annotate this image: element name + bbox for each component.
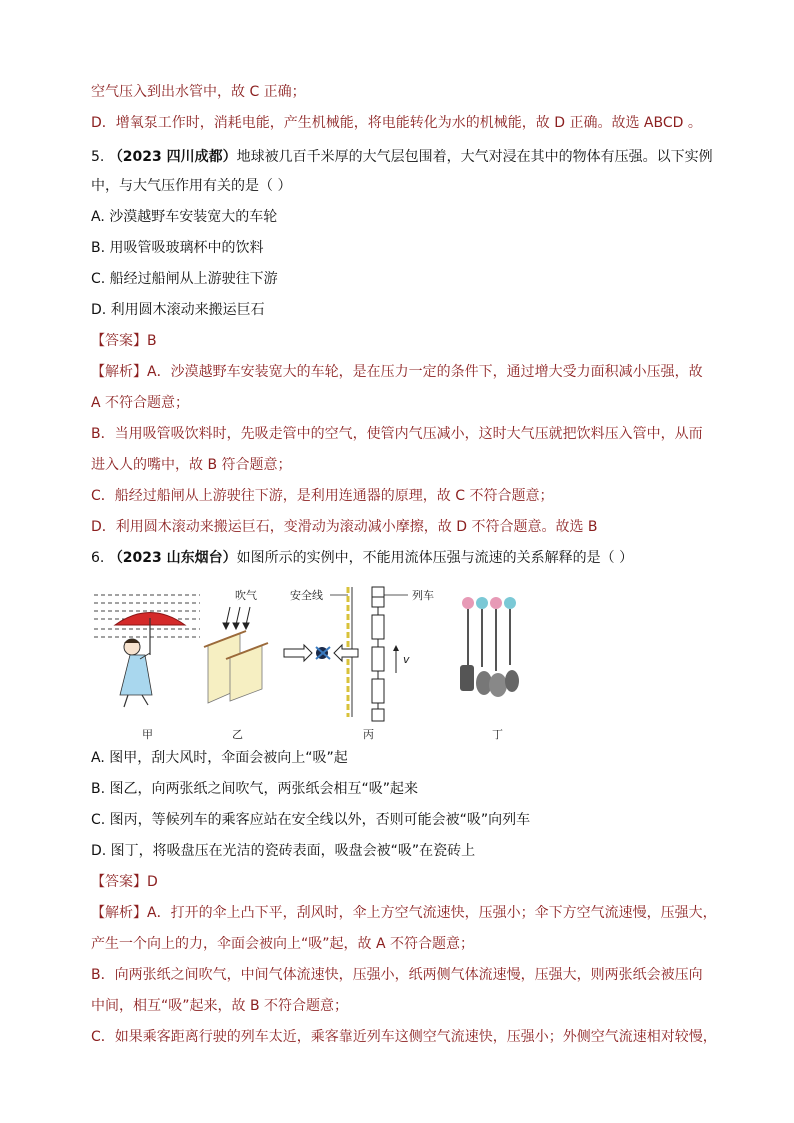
question-6-line [91,548,633,568]
analysis-line: B．当用吸管吸饮料时，先吸走管中的空气，使管内气压减小，这时大气压就把饮料压入管中，从而 [91,426,703,442]
safety-line-label: 安全线 [290,589,323,602]
train-platform-illustration [284,587,434,721]
analysis-line: C．船经过船闸从上游驶往下游，是利用连通器的原理，故 C 不符合题意； [91,488,554,504]
caption-jia: 甲 [142,728,153,741]
text-line: 空气压入到出水管中，故 C 正确； [91,84,306,100]
option-b: B. 图乙，向两张纸之间吹气，两张纸会相互“吸”起来 [91,781,419,797]
umbrella-girl-illustration [94,595,200,707]
analysis-line: 【解析】A．打开的伞上凸下平，刮风时，伞上方空气流速快，压强小；伞下方空气流速慢，压强大， [91,905,717,921]
analysis-line: 中间，相互“吸”起来，故 B 不符合题意； [91,998,349,1014]
caption-yi: 乙 [232,728,243,741]
analysis-line: C．如果乘客距离行驶的列车太近，乘客靠近列车这侧空气流速快，压强小；外侧空气流速相对较慢， [91,1029,717,1045]
figure-illustration [90,585,630,745]
analysis-line: B．向两张纸之间吹气，中间气体流速快，压强小，纸两侧气体流速慢，压强大，则两张纸会被压向 [91,967,703,983]
option-d: D. 利用圆木滚动来搬运巨石 [91,302,265,318]
two-papers-illustration [204,588,268,703]
caption-bing: 丙 [363,728,374,741]
option-d: D. 图丁，将吸盘压在光洁的瓷砖表面，吸盘会被“吸”在瓷砖上 [91,843,476,859]
text-line: D．增氧泵工作时，消耗电能，产生机械能，将电能转化为水的机械能，故 D 正确。故选 ABCD 。 [91,115,702,131]
train-label: 列车 [412,589,434,602]
option-a: A. 图甲，刮大风时，伞面会被向上“吸”起 [91,750,348,766]
analysis-line: 产生一个向上的力，伞面会被向上“吸”起，故 A 不符合题意； [91,936,474,952]
question-number: 6. [91,550,109,566]
velocity-label: v [403,653,410,666]
question-5-line [91,147,713,167]
option-c: C. 图丙，等候列车的乘客应站在安全线以外，否则可能会被“吸”向列车 [91,812,531,828]
option-a: A. 沙漠越野车安装宽大的车轮 [91,209,278,225]
answer: 【答案】D [91,874,158,890]
answer: 【答案】B [91,333,157,349]
option-c: C. 船经过船闸从上游驶往下游 [91,271,278,287]
question-text: 地球被几百千米厚的大气层包围着，大气对浸在其中的物体有压强。以下实例 [236,149,713,165]
suction-hooks-illustration [460,597,519,697]
analysis-line: 【解析】A．沙漠越野车安装宽大的车轮，是在压力一定的条件下，通过增大受力面积减小压强，故 [91,364,703,380]
question-text: 如图所示的实例中，不能用流体压强与流速的关系解释的是（ ） [236,550,634,566]
analysis-line: A 不符合题意； [91,395,190,411]
caption-ding: 丁 [492,728,503,741]
blow-label: 吹气 [235,589,257,602]
option-b: B. 用吸管吸玻璃杯中的饮料 [91,240,264,256]
analysis-line: 进入人的嘴中，故 B 符合题意； [91,457,292,473]
analysis-line: D．利用圆木滚动来搬运巨石，变滑动为滚动减小摩擦，故 D 不符合题意。故选 B [91,519,598,535]
question-source: （2023 山东烟台） [108,550,237,566]
text-line: 中，与大气压作用有关的是（ ） [91,178,292,194]
question-source: （2023 四川成都） [108,149,237,165]
question-number: 5. [91,149,109,165]
